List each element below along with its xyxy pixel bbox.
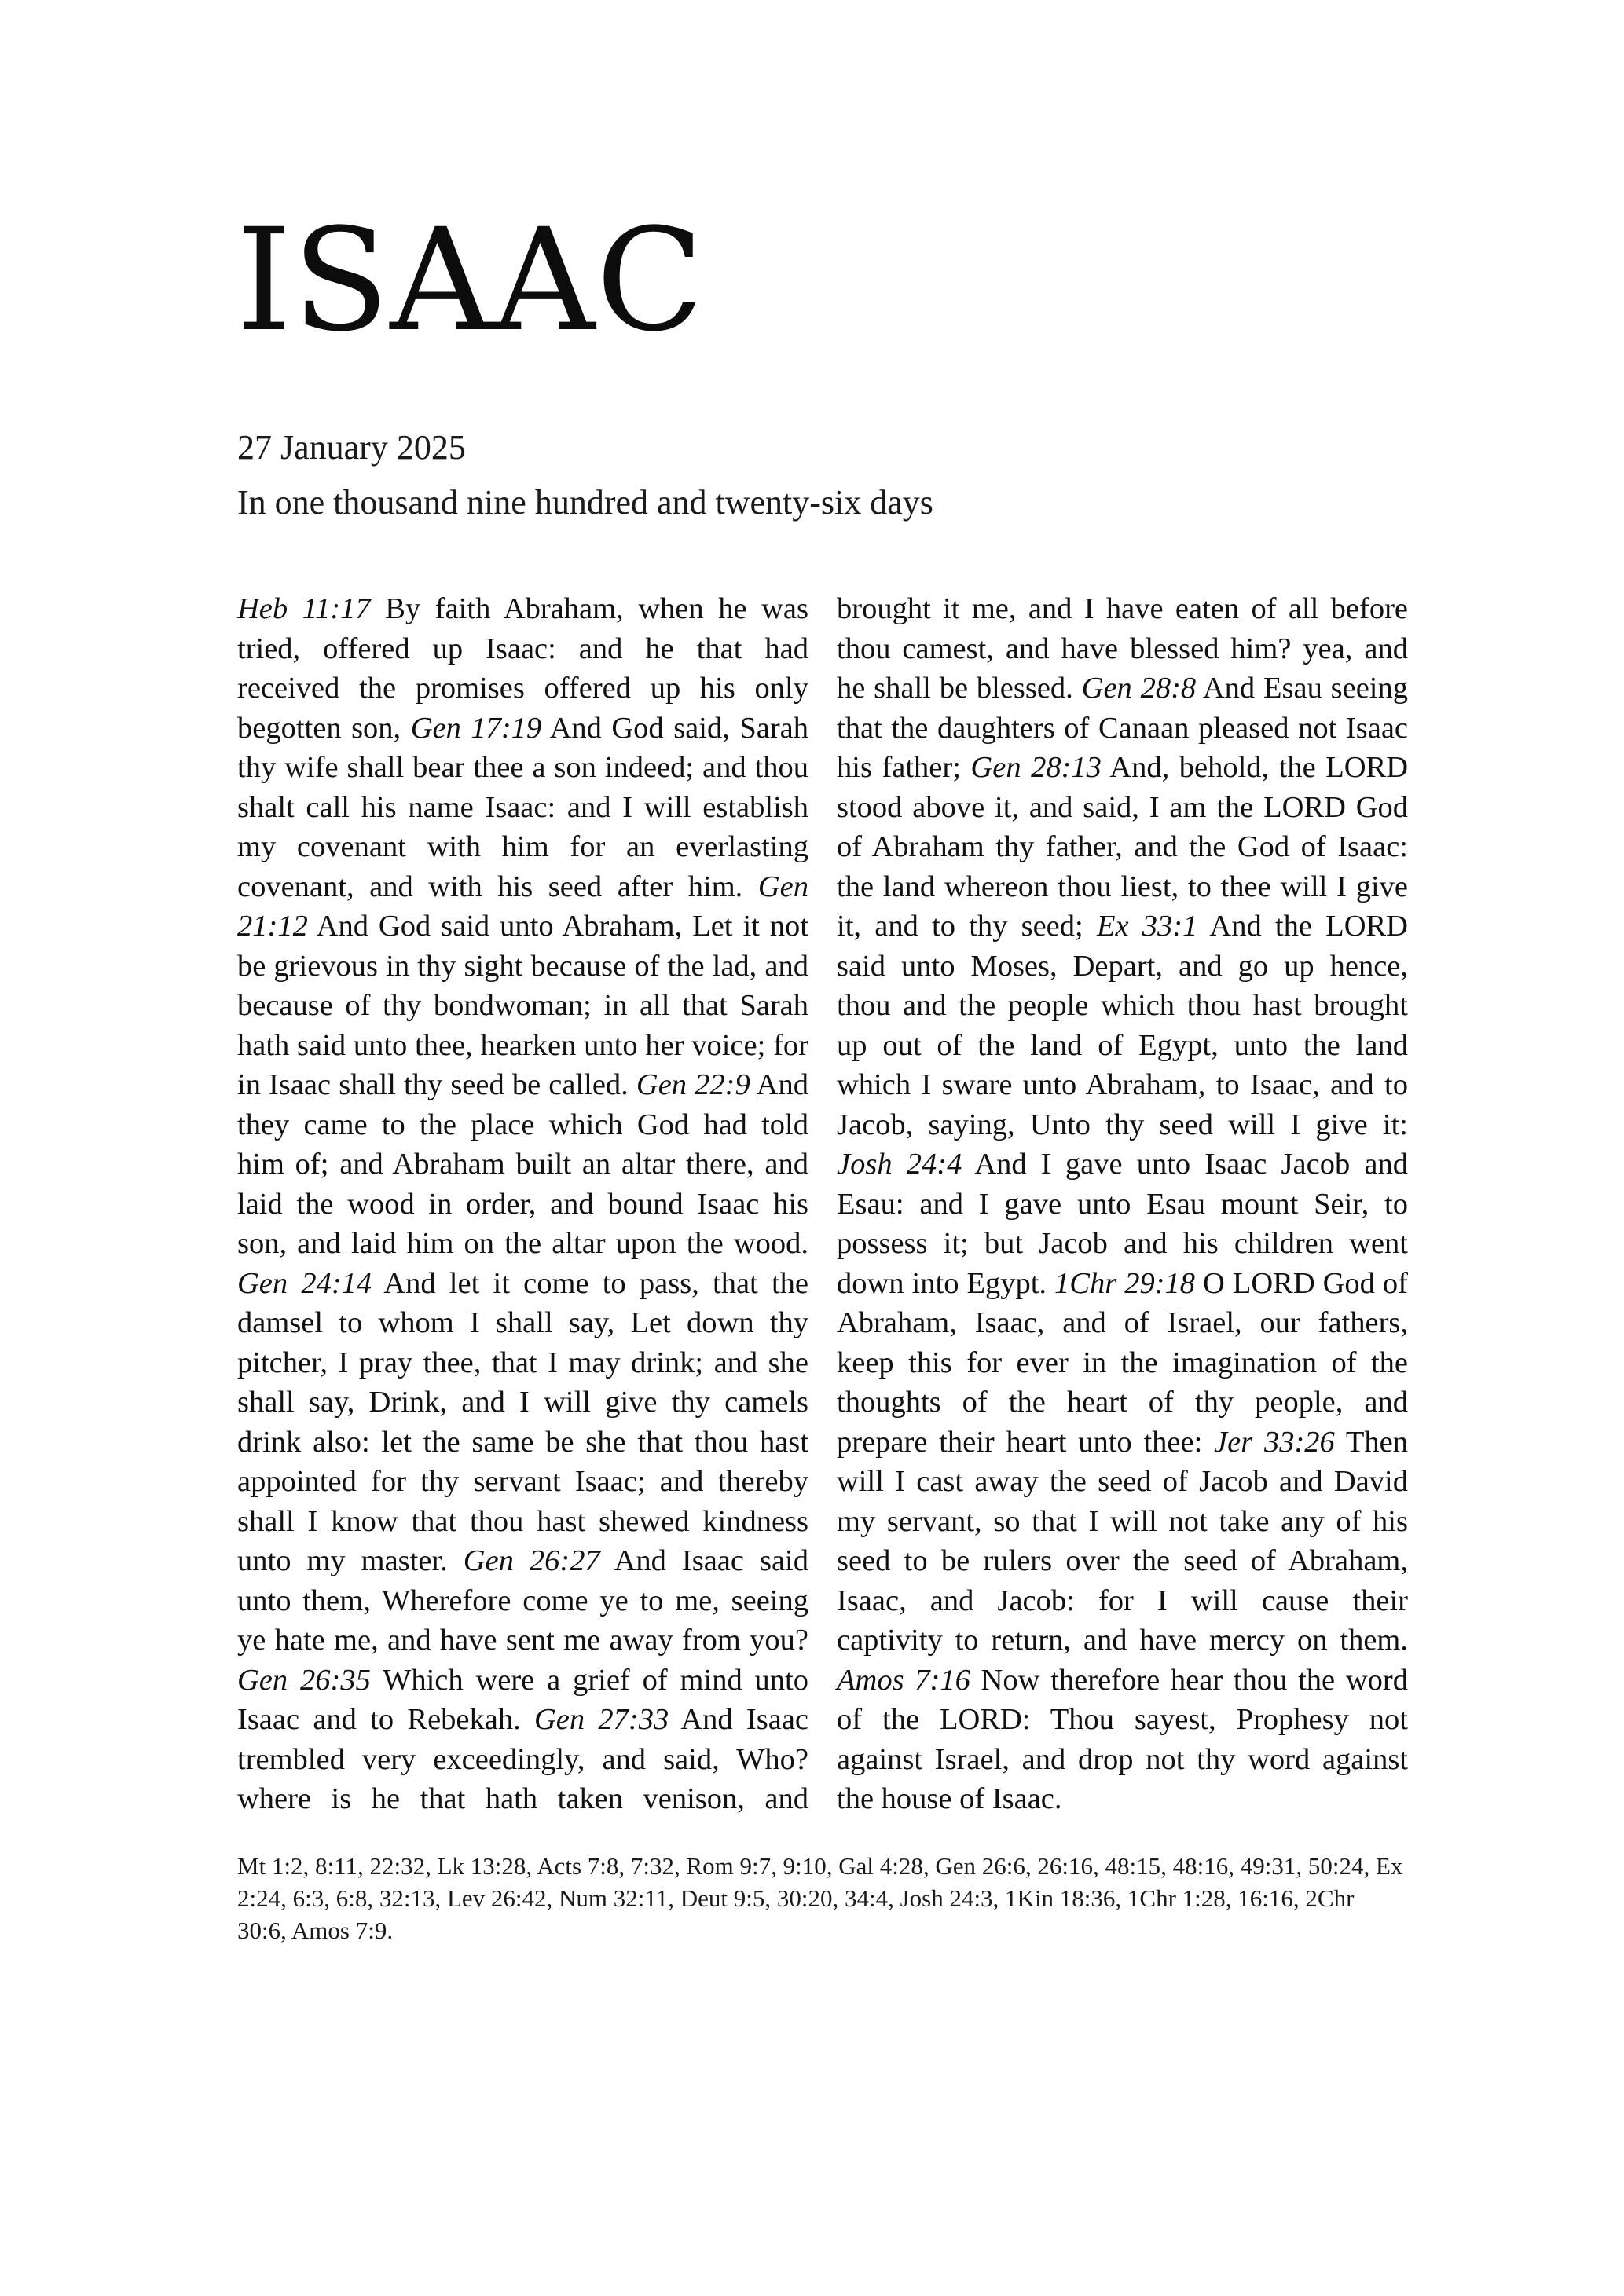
scripture-reading	[237, 589, 1408, 1822]
cross-references: Mt 1:2, 8:11, 22:32, Lk 13:28, Acts 7:8, 7:32, Rom 9:7, 9:10, Gal 4:28, Gen 26:6, 26:16, 48:15, 48:16, 49:31, 50:24, Ex 2:24, 6:3, 6:8, 32:13, Lev 26:42, Num 32:11, Deut 9:5, 30:20, 34:4, Josh 24:3, 1Kin 18:36, 1Chr 1:28, 16:16, 2Chr 30:6, Amos 7:9.	[237, 1852, 1403, 1944]
verse-text: And Isaac trembled very exceedingly, and said, Who? where is he that hath taken venison, and brought it me, and I have eaten of all before thou camest, and have blessed him? yea, and he shall be blessed.	[237, 592, 1408, 1815]
verse-reference: Gen 24:14	[237, 1266, 372, 1300]
passage	[237, 870, 808, 1102]
verse-text: By faith Abraham, when he was tried, offered up Isaac: and he that had received the promises offered up his only begotten son,	[237, 592, 808, 745]
verse-text: Which were a grief of mind unto Isaac and to Rebekah.	[237, 1663, 808, 1736]
countdown-line: In one thousand nine hundred and twenty-six days	[237, 483, 933, 522]
verse-text: Now therefore hear thou the word of the LORD: Thou sayest, Prophesy not against Israel, and drop not thy word against the house of Isaac.	[837, 1663, 1408, 1815]
verse-reference: Jer 33:26	[1214, 1425, 1335, 1459]
verse-text: And I gave unto Isaac Jacob and Esau: and I gave unto Esau mount Seir, to possess it; but Jacob and his children went down into Egypt.	[837, 1148, 1408, 1300]
verse-text: And God said unto Abraham, Let it not be grievous in thy sight because of the lad, and because of thy bondwoman; in all that Sarah hath said unto thee, hearken unto her voice; for in Isaac shall thy seed be called.	[237, 910, 808, 1101]
verse-reference: Josh 24:4	[837, 1148, 962, 1181]
verse-reference: Amos 7:16	[837, 1663, 970, 1697]
passage	[837, 910, 1408, 1141]
date-line: 27 January 2025	[237, 428, 466, 467]
verse-text: And let it come to pass, that the damsel to whom I shall say, Let down thy pitcher, I pray thee, that I may drink; and she shall say, Drink, and I will give thy camels drink also: let the same be she that thou hast appointed for thy servant Isaac; and thereby shall I know that thou hast shewed kindness unto my master.	[237, 1266, 808, 1577]
verse-text: And, behold, the LORD stood above it, and said, I am the LORD God of Abraham thy father, and the God of Isaac: the land whereon thou liest, to thee will I give it, and to thy seed;	[837, 751, 1409, 943]
passage	[837, 1426, 1408, 1657]
verse-text: And God said, Sarah thy wife shall bear thee a son indeed; and thou shalt call his name Isaac: and I will establish my covenant with him for an everlasting covenant, and with his seed after him.	[237, 711, 808, 903]
verse-text: And they came to the place which God had told him of; and Abraham built an altar there, and laid the wood in order, and bound Isaac his son, and laid him on the altar upon the wood.	[237, 1068, 808, 1260]
passage	[837, 1664, 1408, 1816]
verse-reference: Gen 27:33	[533, 1703, 669, 1736]
verse-reference: Gen 17:19	[410, 711, 542, 745]
verse-reference: Gen 21:12	[237, 870, 808, 943]
verse-reference: Gen 26:35	[237, 1663, 371, 1697]
verse-reference: Heb 11:17	[237, 592, 371, 625]
verse-reference: Gen 26:27	[463, 1544, 600, 1577]
verse-reference: Gen 28:13	[970, 751, 1102, 784]
passage	[237, 1267, 808, 1578]
page-title: ISAAC	[236, 199, 706, 363]
verse-text: And the LORD said unto Moses, Depart, and go up hence, thou and the people which thou hast brought up out of the land of Egypt, unto the land which I sware unto Abraham, to Isaac, and to Jacob, saying, Unto thy seed will I give it:	[837, 910, 1408, 1141]
verse-text: Then will I cast away the seed of Jacob and David my servant, so that I will not take any of his seed to be rulers over the seed of Abraham, Isaac, and Jacob: for I will cause their captivity to return, and have mercy on them.	[837, 1425, 1408, 1657]
verse-text: And Esau seeing that the daughters of Canaan pleased not Isaac his father;	[837, 672, 1408, 784]
verse-reference: Ex 33:1	[1096, 910, 1198, 943]
verse-text: And Isaac said unto them, Wherefore come ye to me, seeing ye hate me, and have sent me away from you?	[237, 1544, 808, 1657]
verse-text: O LORD God of Abraham, Isaac, and of Israel, our fathers, keep this for ever in the imagination of the thoughts of the heart of thy people, and prepare their heart unto thee:	[837, 1266, 1408, 1459]
verse-reference: Gen 28:8	[1081, 672, 1197, 705]
verse-reference: 1Chr 29:18	[1054, 1266, 1196, 1300]
verse-reference: Gen 22:9	[636, 1068, 750, 1101]
reading-paragraph	[237, 589, 1408, 1822]
